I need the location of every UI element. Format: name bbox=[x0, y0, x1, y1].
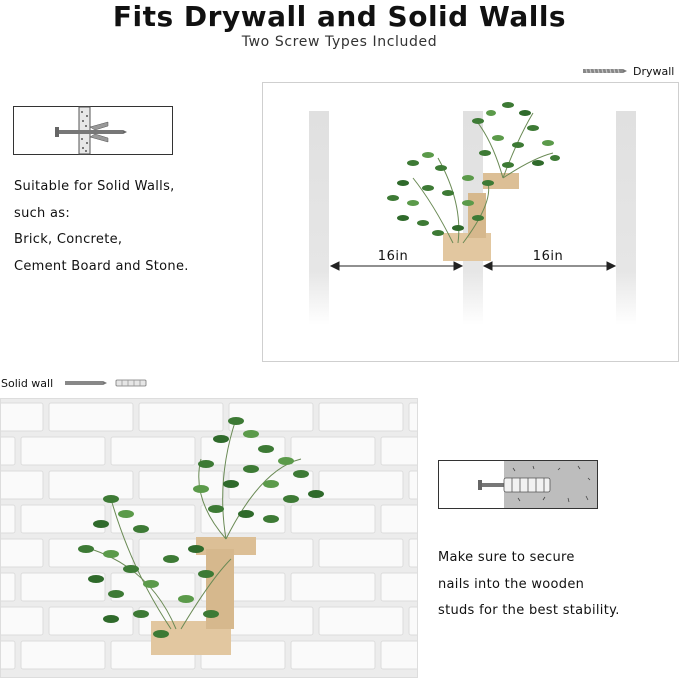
description-line: Brick, Concrete, bbox=[14, 232, 123, 247]
instruction-line: Make sure to secure bbox=[438, 550, 575, 565]
spacing-label-left: 16in bbox=[377, 249, 409, 264]
spacing-label-right: 16in bbox=[532, 249, 564, 264]
page-title: Fits Drywall and Solid Walls bbox=[112, 0, 567, 33]
instruction-line: nails into the wooden bbox=[438, 576, 585, 592]
stud-instruction bbox=[438, 545, 620, 625]
description-line: Suitable for Solid Walls, bbox=[14, 179, 175, 194]
drywall-anchor-icon bbox=[13, 106, 173, 155]
stud bbox=[616, 111, 636, 325]
description-line: Cement Board and Stone. bbox=[14, 258, 189, 274]
stud bbox=[309, 111, 329, 325]
page-subtitle: Two Screw Types Included bbox=[241, 34, 438, 50]
solid-wall-description bbox=[14, 174, 189, 280]
description-line: such as: bbox=[14, 205, 71, 221]
instruction-line: studs for the best stability. bbox=[438, 603, 620, 618]
drywall-label: Drywall bbox=[633, 65, 675, 78]
brick-wall-illustration bbox=[0, 398, 418, 678]
solid-wall-screw-icon bbox=[64, 378, 148, 388]
drywall-screw-icon bbox=[582, 66, 628, 76]
drywall-illustration bbox=[262, 82, 679, 362]
solid-wall-label: Solid wall bbox=[1, 377, 54, 390]
wall-plug-anchor-icon bbox=[438, 460, 598, 509]
